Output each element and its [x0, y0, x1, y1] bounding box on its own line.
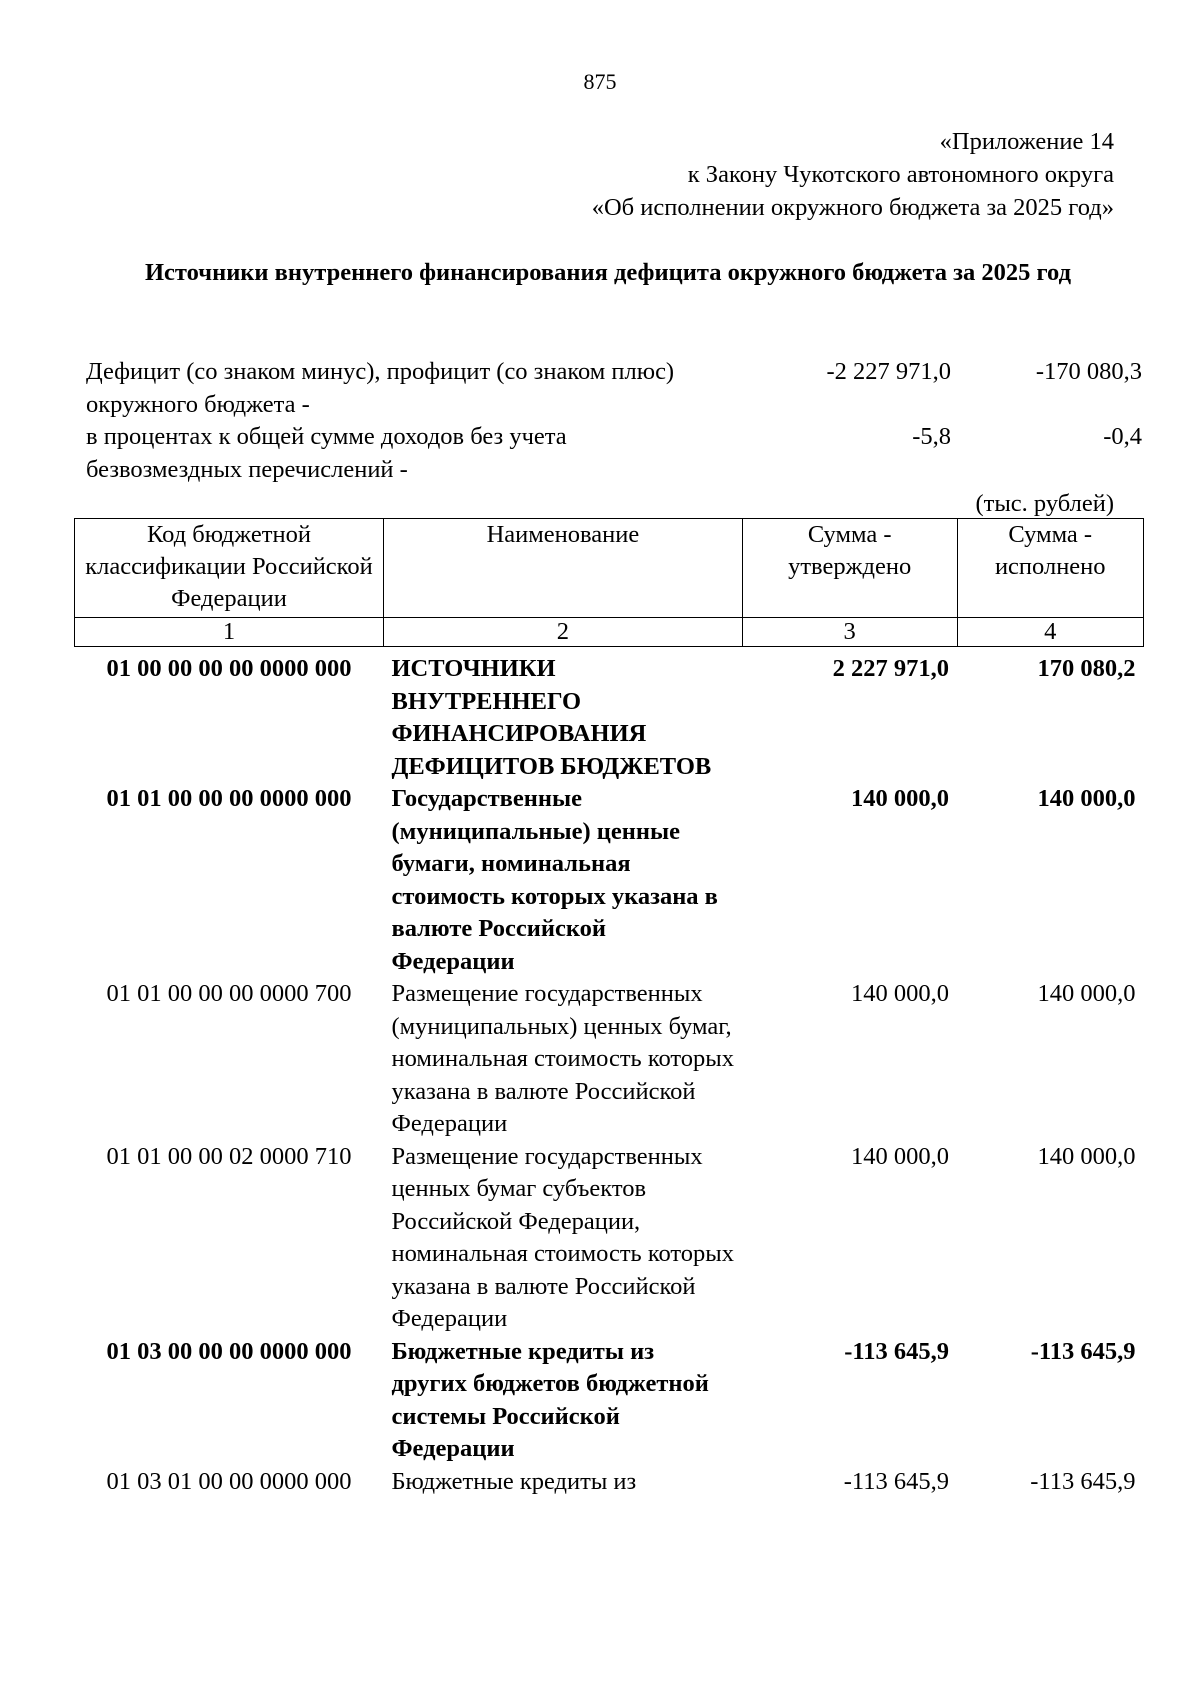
header-name: Наименование [383, 519, 742, 618]
column-number: 1 [75, 618, 384, 647]
row-code: 01 01 00 00 02 0000 710 [106, 1142, 352, 1170]
column-number: 2 [383, 618, 742, 647]
row-executed: 170 080,2 [1037, 655, 1136, 682]
document-title: Источники внутреннего финансирования дефицита окружного бюджета за 2025 год [145, 259, 1071, 286]
column-number: 3 [742, 618, 957, 647]
summary-label: Дефицит (со знаком минус), профицит (со знаком плюс) окружного бюджета - [86, 358, 675, 418]
row-name: Бюджетные кредиты из [391, 1467, 637, 1495]
appendix-reference [592, 125, 1114, 224]
header-approved: Сумма - утверждено [742, 519, 957, 618]
table-row [75, 1336, 1144, 1466]
deficit-summary [86, 356, 1142, 486]
row-executed: 140 000,0 [1037, 980, 1136, 1007]
page-number: 875 [583, 69, 617, 94]
row-approved: -113 645,9 [843, 1467, 949, 1495]
table-row [75, 1466, 1144, 1499]
column-number-row [75, 618, 1144, 647]
summary-approved-value: -5,8 [912, 423, 951, 450]
summary-executed-value: -170 080,3 [1035, 358, 1142, 385]
row-approved: -113 645,9 [844, 1337, 949, 1365]
row-approved: 140 000,0 [851, 1142, 949, 1170]
row-code: 01 03 00 00 00 0000 000 [106, 1337, 352, 1365]
row-executed: -113 645,9 [1030, 1467, 1136, 1495]
row-approved: 140 000,0 [851, 785, 949, 812]
table-row [75, 647, 1144, 784]
units-label: (тыс. рублей) [975, 490, 1114, 517]
budget-sources-table [74, 518, 1144, 1498]
row-approved: 140 000,0 [851, 980, 949, 1007]
row-code: 01 01 00 00 00 0000 700 [106, 980, 352, 1007]
summary-approved-value: -2 227 971,0 [826, 358, 951, 385]
row-name: Государственные (муниципальные) ценные бумаги, номинальная стоимость которых указана в валюте Российской Федерации [391, 785, 718, 975]
appendix-line-1: «Приложение 14 [939, 128, 1114, 155]
row-name: ИСТОЧНИКИ ВНУТРЕННЕГО ФИНАНСИРОВАНИЯ ДЕФИЦИТОВ БЮДЖЕТОВ [391, 655, 712, 780]
appendix-line-2: к Закону Чукотского автономного округа [687, 161, 1114, 188]
table-row [75, 783, 1144, 978]
row-code: 01 00 00 00 00 0000 000 [106, 655, 352, 682]
summary-row-deficit [86, 356, 1142, 421]
column-number: 4 [957, 618, 1144, 647]
summary-executed-value: -0,4 [1103, 423, 1142, 450]
table-row [75, 1141, 1144, 1336]
row-executed: -113 645,9 [1030, 1337, 1136, 1365]
row-name: Бюджетные кредиты из других бюджетов бюджетной системы Российской Федерации [391, 1337, 709, 1462]
appendix-line-3: «Об исполнении окружного бюджета за 2025 год» [591, 194, 1114, 221]
table-header-row [75, 519, 1144, 618]
row-code: 01 03 01 00 00 0000 000 [106, 1467, 352, 1495]
row-approved: 2 227 971,0 [832, 655, 949, 682]
row-executed: 140 000,0 [1037, 785, 1136, 812]
summary-row-percent [86, 421, 1142, 486]
header-code: Код бюджетной классификации Российской Федерации [75, 519, 384, 618]
row-name: Размещение государственных ценных бумаг субъектов Российской Федерации, номинальная стоимость которых указана в валюте Российской Федерации [391, 1142, 735, 1332]
table-row [75, 978, 1144, 1141]
header-executed: Сумма - исполнено [957, 519, 1144, 618]
row-code: 01 01 00 00 00 0000 000 [106, 785, 352, 812]
row-name: Размещение государственных (муниципальных) ценных бумаг, номинальная стоимость которых указана в валюте Российской Федерации [391, 980, 735, 1137]
row-executed: 140 000,0 [1037, 1142, 1136, 1170]
summary-label: в процентах к общей сумме доходов без учета безвозмездных перечислений - [86, 423, 567, 483]
